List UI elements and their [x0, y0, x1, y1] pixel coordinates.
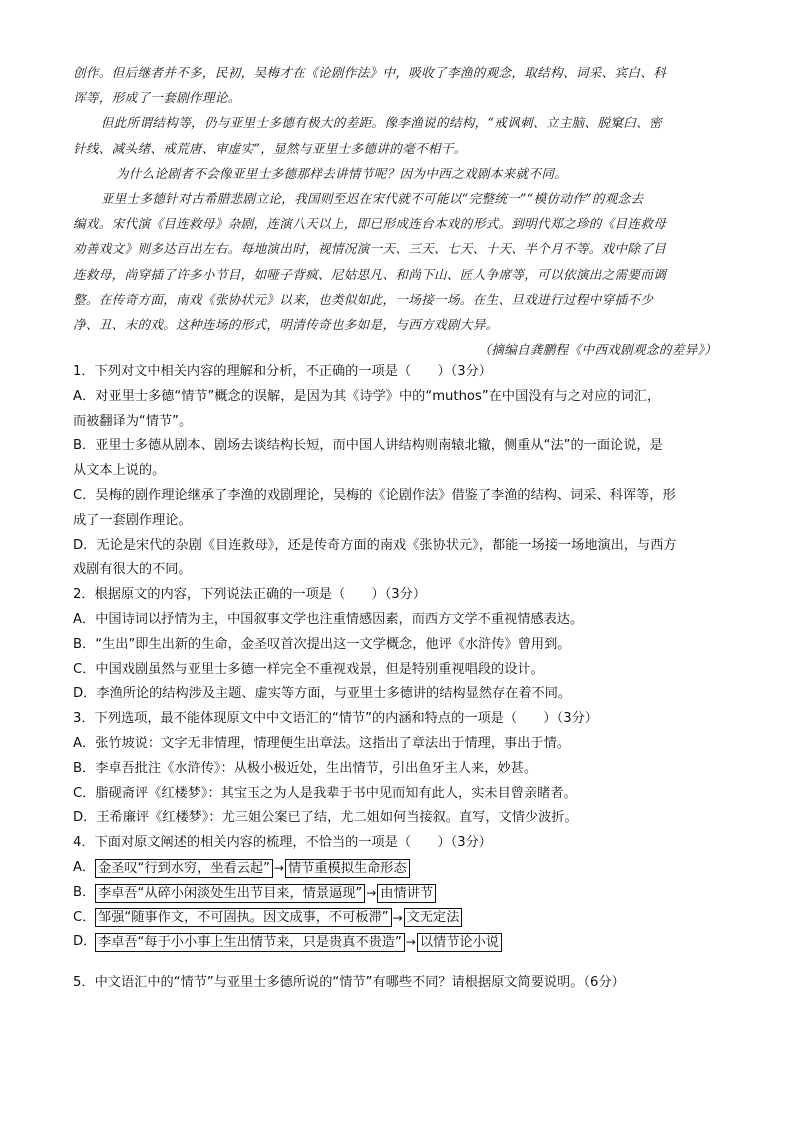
question-1-option-b-cont: 从文本上说的。: [73, 463, 166, 479]
question-3-stem: 3．下列选项，最不能体现原文中中文语汇的“情节”的内涵和特点的一项是（ ）（3分）: [73, 711, 598, 727]
question-2-option-a: A．中国诗词以抒情为主，中国叙事文学也注重情感因素，而西方文学不重视情感表达。: [73, 611, 584, 627]
flow-box-target: 由情讲节: [377, 884, 436, 903]
passage-source: （摘编自龚鹏程《中西戏剧观念的差异》）: [478, 342, 717, 358]
question-1-option-c-cont: 成了一套剧作理论。: [73, 512, 192, 528]
question-2-stem: 2．根据原文的内容，下列说法正确的一项是（ ）（3分）: [73, 587, 427, 603]
option-label: A．: [73, 859, 96, 875]
passage-line: 为什么论剧者不会像亚里士多德那样去讲情节呢？因为中西之戏剧本来就不同。: [115, 165, 568, 181]
passage-line: 针线、减头绪、戒荒唐、审虚实”，显然与亚里士多德讲的毫不相干。: [73, 140, 467, 156]
flow-box-source: 李卓吾“每于小小事上生出情节来，只是贵真不贵造”: [95, 933, 405, 952]
question-2-option-c: C．中国戏剧虽然与亚里士多德一样完全不重视戏景，但是特别重视唱段的设计。: [73, 661, 544, 677]
question-1-stem: 1．下列对文中相关内容的理解和分析，不正确的一项是（ ）（3分）: [73, 364, 492, 379]
flow-box-target: 文无定法: [404, 908, 463, 927]
flow-box-source: 李卓吾“从碎小闲淡处生出节目来，情景逼现”: [95, 884, 365, 903]
arrow-right-icon: →: [392, 910, 403, 925]
question-4-option-c: [73, 906, 728, 931]
option-label: D．: [73, 934, 97, 950]
question-3-option-c: C．脂砚斋评《红楼梦》：其宝玉之为人是我辈于书中见而知有此人，实未目曾亲睹者。: [73, 785, 577, 801]
passage-line: 诨等，形成了一套剧作理论。: [73, 90, 241, 106]
question-2-option-d: D．李渔所论的结构涉及主题、虚实等方面，与亚里士多德讲的结构显然存在着不同。: [73, 686, 572, 702]
passage-line: 整。在传奇方面，南戏《张协状元》以来，也类似如此，一场接一场。在生、旦戏进行过程中穿插不少: [73, 291, 654, 307]
flow-box-source: 金圣叹“行到水穷，坐看云起”: [95, 859, 273, 878]
question-1-option-a-cont: 而被翻译为“情节”。: [73, 413, 193, 429]
flow-box-source: 邹强“随事作文，不可固执。因文成事，不可板滞”: [95, 908, 392, 927]
passage-line: 连救母，尚穿插了许多小节目，如哑子背疯、尼姑思凡、和尚下山、匠人争席等，可以依演出之需要而调: [73, 266, 667, 282]
passage-line: 净、丑、末的戏。这种连场的形式，明清传奇也多如是，与西方戏剧大异。: [73, 317, 499, 333]
option-label: B．: [73, 884, 96, 900]
passage-line: 编戏。宋代演《目连救母》杂剧，连演八天以上，即已形成连台本戏的形式。到明代郑之珍的《目连救母: [73, 216, 667, 232]
passage-line: 但此所谓结构等，仍与亚里士多德有极大的差距。像李渔说的结构，“戒讽刺、立主脑、脱窠臼、密: [100, 115, 662, 131]
passage-line: 亚里士多德针对古希腊悲剧立论，我国则至迟在宋代就不可能以“完整统一”“模仿动作”的观念去: [100, 191, 644, 207]
passage-line: 劝善戏文》则多达百出左右。每地演出时，视情况演一天、三天、七天、十天、半个月不等。戏中除了目: [73, 241, 667, 257]
arrow-right-icon: →: [366, 885, 377, 900]
arrow-right-icon: →: [273, 860, 284, 875]
question-1-option-d: D．无论是宋代的杂剧《目连救母》，还是传奇方面的南戏《张协状元》，都能一场接一场地演出，与西方: [73, 537, 677, 553]
reading-passage: [73, 60, 723, 362]
flow-box-target: 以情节论小说: [417, 933, 502, 952]
question-section: [73, 360, 728, 996]
question-5-stem: 5．中文语汇中的“情节”与亚里士多德所说的“情节”有哪些不同？请根据原文简要说明。（6分）: [73, 975, 625, 991]
arrow-right-icon: →: [405, 935, 416, 950]
question-4-stem: 4．下面对原文阐述的相关内容的梳理，不恰当的一项是（ ）（3分）: [73, 835, 492, 851]
question-2-option-b: B．“生出”即生出新的生命，金圣叹首次提出这一文学概念，他评《水浒传》曾用到。: [73, 636, 571, 652]
question-1-option-c: C．吴梅的剧作理论继承了李渔的戏剧理论，吴梅的《论剧作法》借鉴了李渔的结构、词采、科诨等，形: [73, 487, 676, 503]
question-1-option-d-cont: 戏剧有很大的不同。: [73, 562, 192, 578]
question-1-option-a: A．对亚里士多德“情节”概念的误解，是因为其《诗学》中的“muthos”在中国没有与之对应的词汇，: [73, 388, 661, 404]
flow-box-target: 情节重模拟生命形态: [285, 859, 410, 878]
question-4-option-b: [73, 881, 728, 906]
option-label: C．: [73, 909, 96, 925]
question-3-option-d: D．王希廉评《红楼梦》：尤三姐公案已了结，尤二姐如何当接叙。直写，文情少波折。: [73, 810, 578, 826]
passage-line: 创作。但后继者并不多，民初，吴梅才在《论剧作法》中，吸收了李渔的观念，取结构、词采、宾白、科: [73, 65, 667, 80]
question-3-option-a: A．张竹坡说：文字无非情理，情理便生出章法。这指出了章法出于情理，事出于情。: [73, 735, 570, 751]
question-3-option-b: B．李卓吾批注《水浒传》：从极小极近处，生出情节，引出鱼牙主人来，妙甚。: [73, 760, 538, 776]
question-1-option-b: B．亚里士多德从剧本、剧场去谈结构长短，而中国人讲结构则南辕北辙，侧重从“法”的一面论说，是: [73, 438, 663, 454]
question-4-option-a: [73, 856, 728, 881]
question-4-option-d: [73, 930, 728, 955]
